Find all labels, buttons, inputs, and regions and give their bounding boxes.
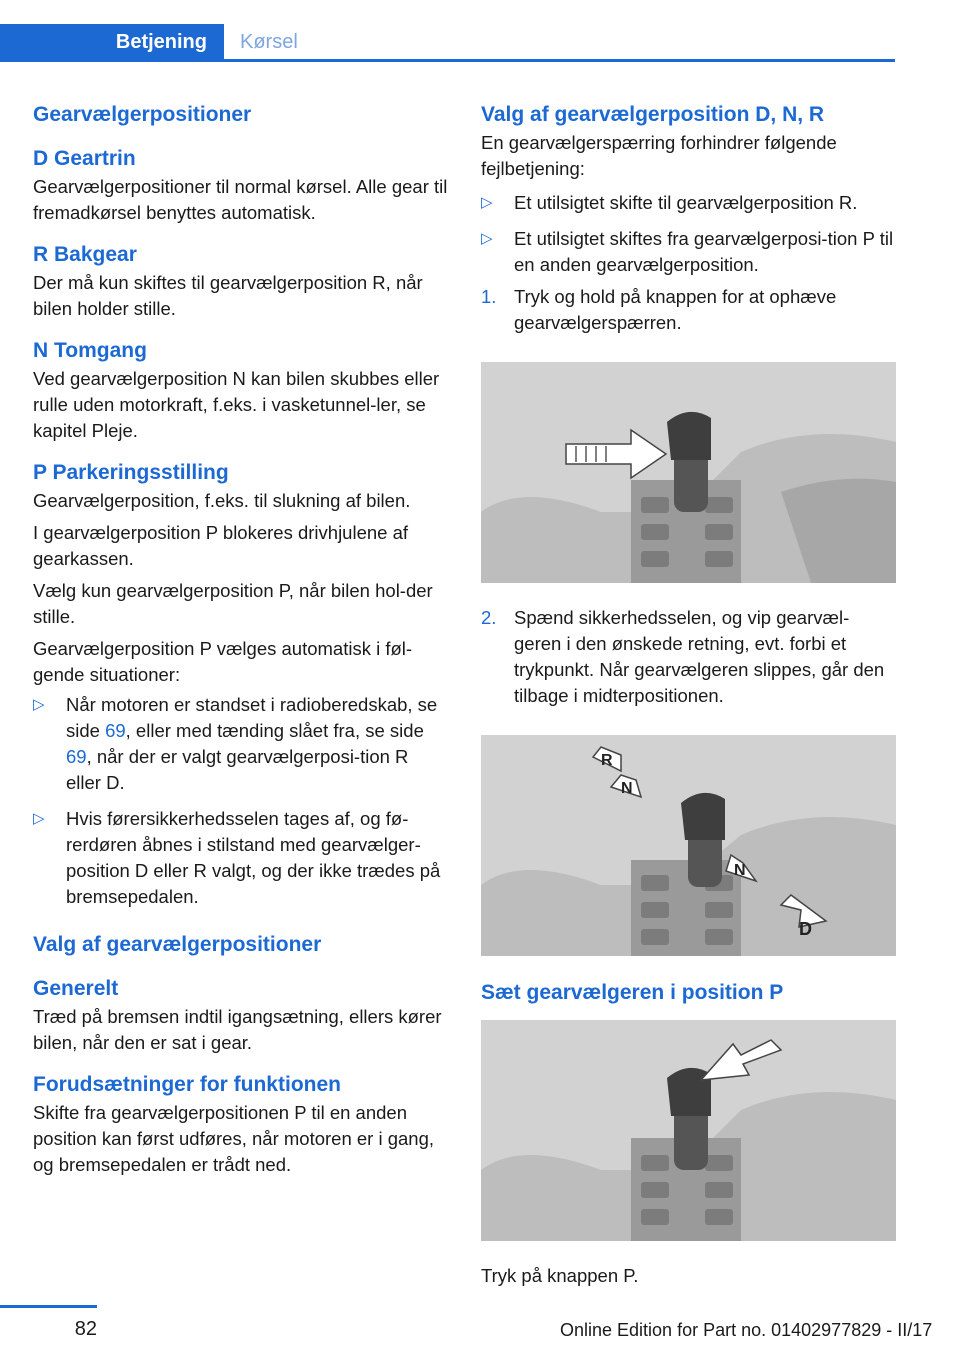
heading-generelt: Generelt (33, 977, 119, 1000)
footer-rule (0, 1305, 97, 1308)
page-link[interactable]: 69 (105, 720, 126, 741)
section-title-gearvaelgerpositioner: Gearvælgerpositioner (33, 103, 252, 126)
section-title-valg: Valg af gearvælgerpositioner (33, 933, 322, 956)
text-n-tomgang: Ved gearvælgerposition N kan bilen skubbes eller rulle uden motorkraft, f.eks. i vasketunnel-ler, se kapitel Pleje. (33, 368, 440, 441)
triangle-right-icon: ▷ (33, 810, 45, 827)
heading-forudsaetninger: Forudsætninger for funktionen (33, 1073, 341, 1096)
text-generelt: Træd på bremsen indtil igangsætning, ellers kører bilen, når den er sat i gear. (33, 1006, 442, 1053)
list-item: ▷ Når motoren er standset i radioberedskab, se side 69, eller med tænding slået fra, se side 69, når der er valgt gearvælgerposi-tion R eller D. (33, 694, 438, 793)
list-item: ▷ Et utilsigtet skifte til gearvælgerposition R. (481, 190, 896, 216)
tab-korsel[interactable]: Kørsel (240, 31, 298, 53)
fejl-list (481, 190, 896, 278)
text-d-geartrin: Gearvælgerpositioner til normal kørsel. Alle gear til fremadkørsel benyttes automatisk. (33, 176, 448, 223)
triangle-right-icon: ▷ (33, 696, 45, 713)
heading-p-parkering: P Parkeringsstilling (33, 461, 229, 484)
arrow-label-r: R (601, 752, 613, 769)
tab-bar (0, 24, 895, 62)
step-list-1 (481, 284, 896, 336)
heading-r-bakgear: R Bakgear (33, 243, 137, 266)
figure-unlock-button (481, 362, 896, 583)
step-item: 2. Spænd sikkerhedsselen, og vip gearvæl-geren i den ønskede retning, evt. forbi et trykpunkt. Når gearvælgeren slippes, går den tilbage i midterpositionen. (481, 607, 885, 706)
arrow-label-d: D (799, 919, 812, 939)
left-column (33, 100, 448, 1178)
text-p-4: Gearvælgerposition P vælges automatisk i føl-gende situationer: (33, 638, 413, 685)
step-item: 1. Tryk og hold på knappen for at ophæve gearvælgerspærren. (481, 286, 837, 333)
tab-betjening-label: Betjening (115, 31, 207, 53)
figure-p-button (481, 1020, 896, 1241)
section-title-position-p: Sæt gearvælgeren i position P (481, 981, 784, 1004)
triangle-right-icon: ▷ (481, 230, 493, 247)
arrow-label-n: N (734, 862, 746, 879)
page-link[interactable]: 69 (66, 746, 87, 767)
text-p-3: Vælg kun gearvælgerposition P, når bilen hol-der stille. (33, 580, 433, 627)
text-press-p: Tryk på knappen P. (481, 1265, 639, 1286)
heading-n-tomgang: N Tomgang (33, 339, 147, 362)
page-number: 82 (74, 1318, 97, 1340)
triangle-right-icon: ▷ (481, 194, 493, 211)
section-title-valg-dnr: Valg af gearvælgerposition D, N, R (481, 103, 825, 126)
text-forudsaetninger: Skifte fra gearvælgerpositionen P til en anden position kan først udføres, når motoren er i gang, og bremsepedalen er trådt ned. (33, 1102, 435, 1175)
step-list-2 (481, 605, 896, 709)
text-r-bakgear: Der må kun skiftes til gearvælgerposition R, når bilen holder stille. (33, 272, 423, 319)
auto-p-list (33, 692, 448, 910)
text-p-1: Gearvælgerposition, f.eks. til slukning af bilen. (33, 490, 411, 511)
list-item: ▷ Et utilsigtet skiftes fra gearvælgerposi-tion P til en anden gearvælgerposition. (481, 228, 894, 275)
right-column (481, 100, 896, 1289)
heading-d-geartrin: D Geartrin (33, 147, 136, 170)
list-item: ▷ Hvis førersikkerhedsselen tages af, og fø-rerdøren åbnes i stilstand med gearvælger-position D eller R valgt, og der ikke trædes på bremsepedalen. (33, 808, 441, 907)
figure-shift-directions (481, 735, 896, 956)
arrow-label-n: N (621, 780, 633, 797)
tab-betjening[interactable] (0, 24, 224, 62)
text-intro: En gearvælgerspærring forhindrer følgende fejlbetjening: (481, 132, 837, 179)
text-p-2: I gearvælgerposition P blokeres drivhjulene af gearkassen. (33, 522, 409, 569)
edition-note: Online Edition for Part no. 01402977829 - II/17 (560, 1320, 933, 1340)
header-rule (0, 59, 895, 62)
